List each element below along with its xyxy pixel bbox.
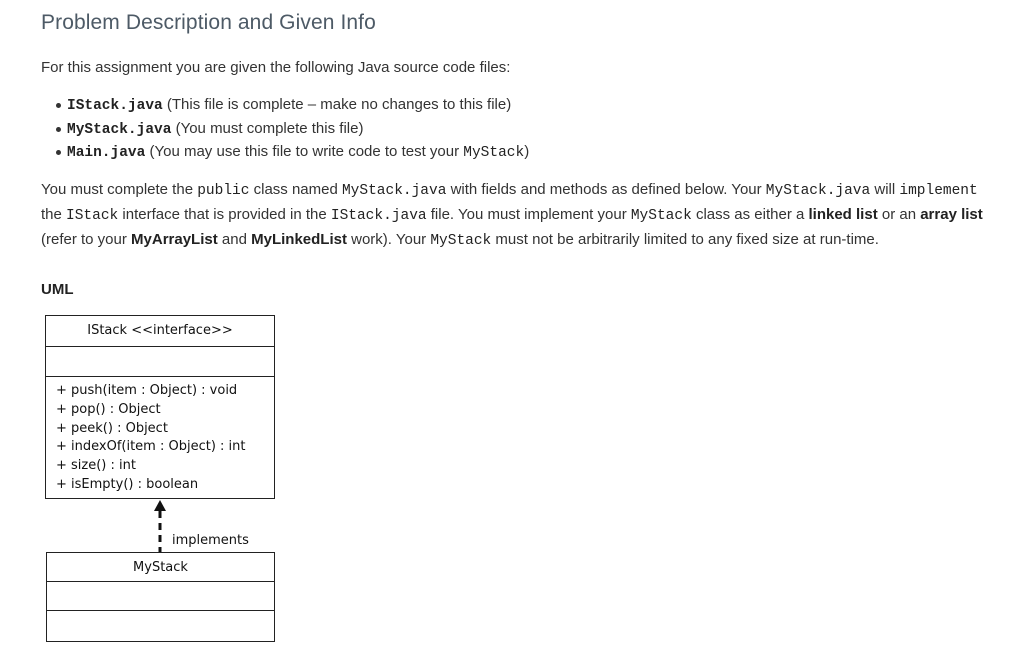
uml-interface-fields [46,347,274,377]
inline-code: MyStack.java [765,183,871,199]
uml-class-methods [47,611,274,639]
file-list [67,95,529,166]
requirements-paragraph [41,178,991,253]
bold-term: array list [920,206,983,223]
uml-method: + size() : int [56,458,136,474]
uml-method: + peek() : Object [56,420,168,436]
file-name: IStack.java [67,98,163,114]
text-run: class as either a [691,206,809,223]
inline-code: MyStack [630,208,692,224]
inline-code: MyStack [430,233,492,249]
file-note: (You may use this file to write code to test your [145,143,464,160]
uml-method: + push(item : Object) : void [56,383,238,398]
bold-term: MyLinkedList [251,231,347,248]
inline-code: IStack.java [330,208,427,224]
text-run: will [870,181,900,198]
implements-label: implements [172,533,249,548]
uml-method: + isEmpty() : boolean [56,476,199,492]
bold-term: linked list [808,206,878,223]
inline-code: implement [899,183,978,199]
file-item-mystack [67,119,529,143]
implements-arrow [150,498,170,554]
text-run: must not be arbitrarily limited to any fixed size at run-time. [491,231,879,248]
file-name: MyStack.java [67,121,172,138]
file-note: (This file is complete – make no changes to this file) [162,96,512,113]
uml-class-title: MyStack [47,553,274,582]
uml-heading: UML [41,281,74,298]
text-run: class named [249,181,342,198]
file-note: (You must complete this file) [171,119,364,137]
uml-interface-box [45,315,275,499]
text-run: file. You must implement your [426,206,631,223]
text-run: with fields and methods as defined below. Your [446,181,766,198]
uml-interface-methods [46,377,274,499]
text-run: and [217,231,252,248]
section-heading: Problem Description and Given Info [41,11,376,34]
bold-term: MyArrayList [131,231,218,248]
text-run: or an [877,206,921,223]
file-item-istack [67,95,529,119]
text-run: the [41,206,67,223]
text-run: You must complete the [41,181,198,198]
intro-text: For this assignment you are given the following Java source code files: [41,59,511,76]
inline-code: IStack [66,208,119,224]
file-item-main [67,142,529,166]
uml-method: + pop() : Object [56,401,161,417]
file-note: ) [524,143,530,160]
inline-code: MyStack [463,145,525,161]
inline-code: public [197,183,250,199]
uml-method: + indexOf(item : Object) : int [56,439,246,455]
text-run: interface that is provided in the [118,206,331,223]
uml-interface-title: IStack <<interface>> [46,316,274,347]
text-run: (refer to your [41,231,132,248]
file-name: Main.java [67,145,146,161]
text-run: work). Your [346,231,431,248]
arrow-head-icon [154,500,166,511]
uml-class-box [46,552,275,642]
inline-code: MyStack.java [341,183,447,199]
uml-class-fields [47,582,274,611]
